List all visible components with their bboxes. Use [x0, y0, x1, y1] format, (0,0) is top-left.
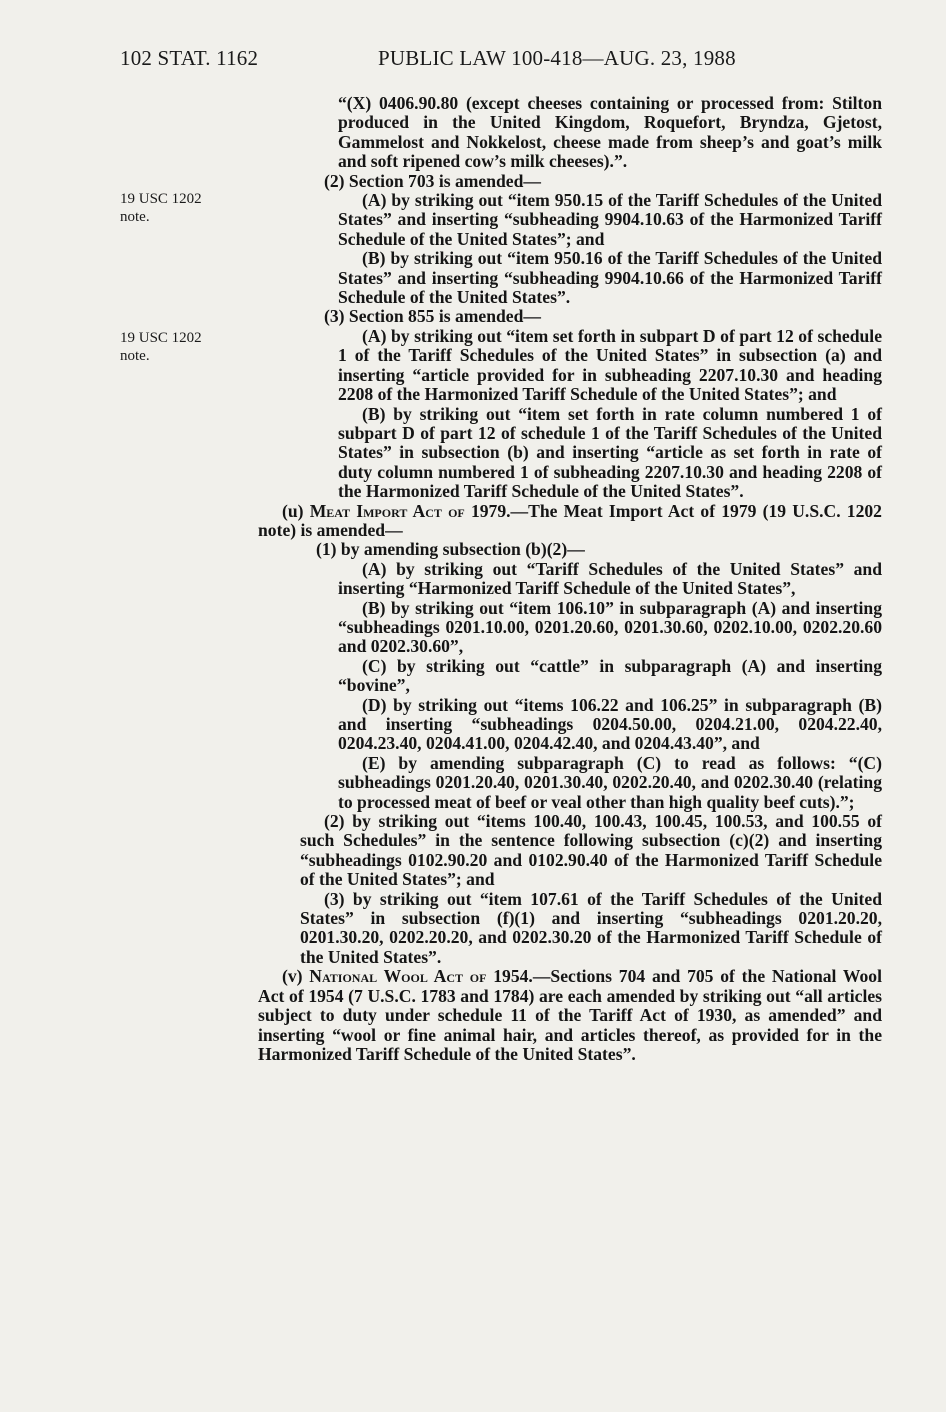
page-number-header: 102 STAT. 1162	[120, 46, 259, 70]
margin-note-label: note.	[120, 348, 150, 364]
paragraph: (D) by striking out “items 106.22 and 106.25” in subparagraph (B) and inserting “subheadings 0204.50.00, 0204.21.00, 0204.22.40, 0204.23.40, 0204.41.00, 0204.42.40, and 0204.43.40”, and	[338, 694, 882, 754]
margin-note	[120, 329, 202, 365]
subsection-heading: Meat Import Act of	[309, 500, 465, 521]
margin-note-citation: 19 USC 1202	[120, 191, 202, 207]
subsection-paragraph	[258, 502, 882, 541]
paragraph: (B) by striking out “item 950.16 of the Tariff Schedules of the United States” and inserting “subheading 9904.10.66 of the Harmonized Tariff Schedule of the United States”.	[338, 248, 882, 308]
paragraph: (1) by amending subsection (b)(2)—	[316, 539, 585, 560]
paragraph: (3) by striking out “item 107.61 of the Tariff Schedules of the United States” in subsection (f)(1) and inserting “subheadings 0201.20.20, 0201.30.20, 0202.20.20, and 0202.30.20 of the Harmonized Tariff Schedule of the United States”.	[300, 888, 882, 967]
subsection-text: 1954.—Sections 704 and 705 of the National Wool Act of 1954 (7 U.S.C. 1783 and 1784) are each amended by striking out “all articles subject to duty under schedule 11 of the Tariff Act of 1930, as amended” and inserting “wool or fine animal hair, and articles thereof, as provided for in the Harmonized Tariff Schedule of the United States”.	[258, 966, 882, 1064]
margin-note	[120, 190, 202, 226]
paragraph: (B) by striking out “item 106.10” in subparagraph (A) and inserting “subheadings 0201.10.00, 0201.20.60, 0201.30.60, 0202.10.00, 0202.20.60 and 0202.30.60”,	[338, 597, 882, 657]
paragraph: (C) by striking out “cattle” in subparagraph (A) and inserting “bovine”,	[338, 655, 882, 696]
running-header: PUBLIC LAW 100-418—AUG. 23, 1988	[378, 46, 736, 70]
subsection-label: (v)	[282, 966, 310, 987]
paragraph: (A) by striking out “item 950.15 of the Tariff Schedules of the United States” and inserting “subheading 9904.10.63 of the Harmonized Tariff Schedule of the United States”; and	[338, 190, 882, 249]
paragraph: (2) Section 703 is amended—	[324, 170, 541, 191]
margin-note-citation: 19 USC 1202	[120, 330, 202, 346]
paragraph: (2) by striking out “items 100.40, 100.43, 100.45, 100.53, and 100.55 of such Schedules” in the sentence following subsection (c)(2) and inserting “subheadings 0102.90.20 and 0102.90.40 of the Harmonized Tariff Schedule of the United States”; and	[300, 811, 882, 890]
subsection-label: (u)	[282, 500, 310, 521]
margin-note-label: note.	[120, 209, 150, 225]
paragraph: (B) by striking out “item set forth in rate column numbered 1 of subpart D of part 12 of schedule 1 of the Tariff Schedules of the United States” in subsection (b) and inserting “article as set forth in rate of duty column numbered 1 of subheading 2207.10.30 and heading 2208 of the Harmonized Tariff Schedule of the United States”.	[338, 403, 882, 502]
subsection-heading: National Wool Act of	[309, 966, 487, 987]
paragraph: (A) by striking out “item set forth in subpart D of part 12 of schedule 1 of the Tariff Schedules of the United States” in subsection (a) and inserting “article provided for in subheading 2207.10.30 and heading 2208 of the Harmonized Tariff Schedule of the United States”; and	[338, 325, 882, 405]
statute-body	[258, 94, 882, 1064]
paragraph: (A) by striking out “Tariff Schedules of the United States” and inserting “Harmonized Tariff Schedule of the United States”,	[338, 558, 882, 599]
subsection-paragraph	[258, 967, 882, 1064]
paragraph: “(X) 0406.90.80 (except cheeses containing or processed from: Stilton produced in the United Kingdom, Roquefort, Bryndza, Gjetost, Gammelost and Nokkelost, cheese made from sheep’s and goat’s milk and soft ripened cow’s milk cheeses).”.	[338, 93, 882, 172]
paragraph: (3) Section 855 is amended—	[324, 306, 541, 327]
subsection-text: 1979.—The Meat Import Act of 1979 (19 U.S.C. 1202 note) is amended—	[258, 500, 882, 540]
paragraph: (E) by amending subparagraph (C) to read as follows: “(C) subheadings 0201.20.40, 0201.30.40, 0202.20.40, and 0202.30.40 (relating to processed meat of beef or veal other than high quality beef cuts).”;	[338, 752, 882, 812]
